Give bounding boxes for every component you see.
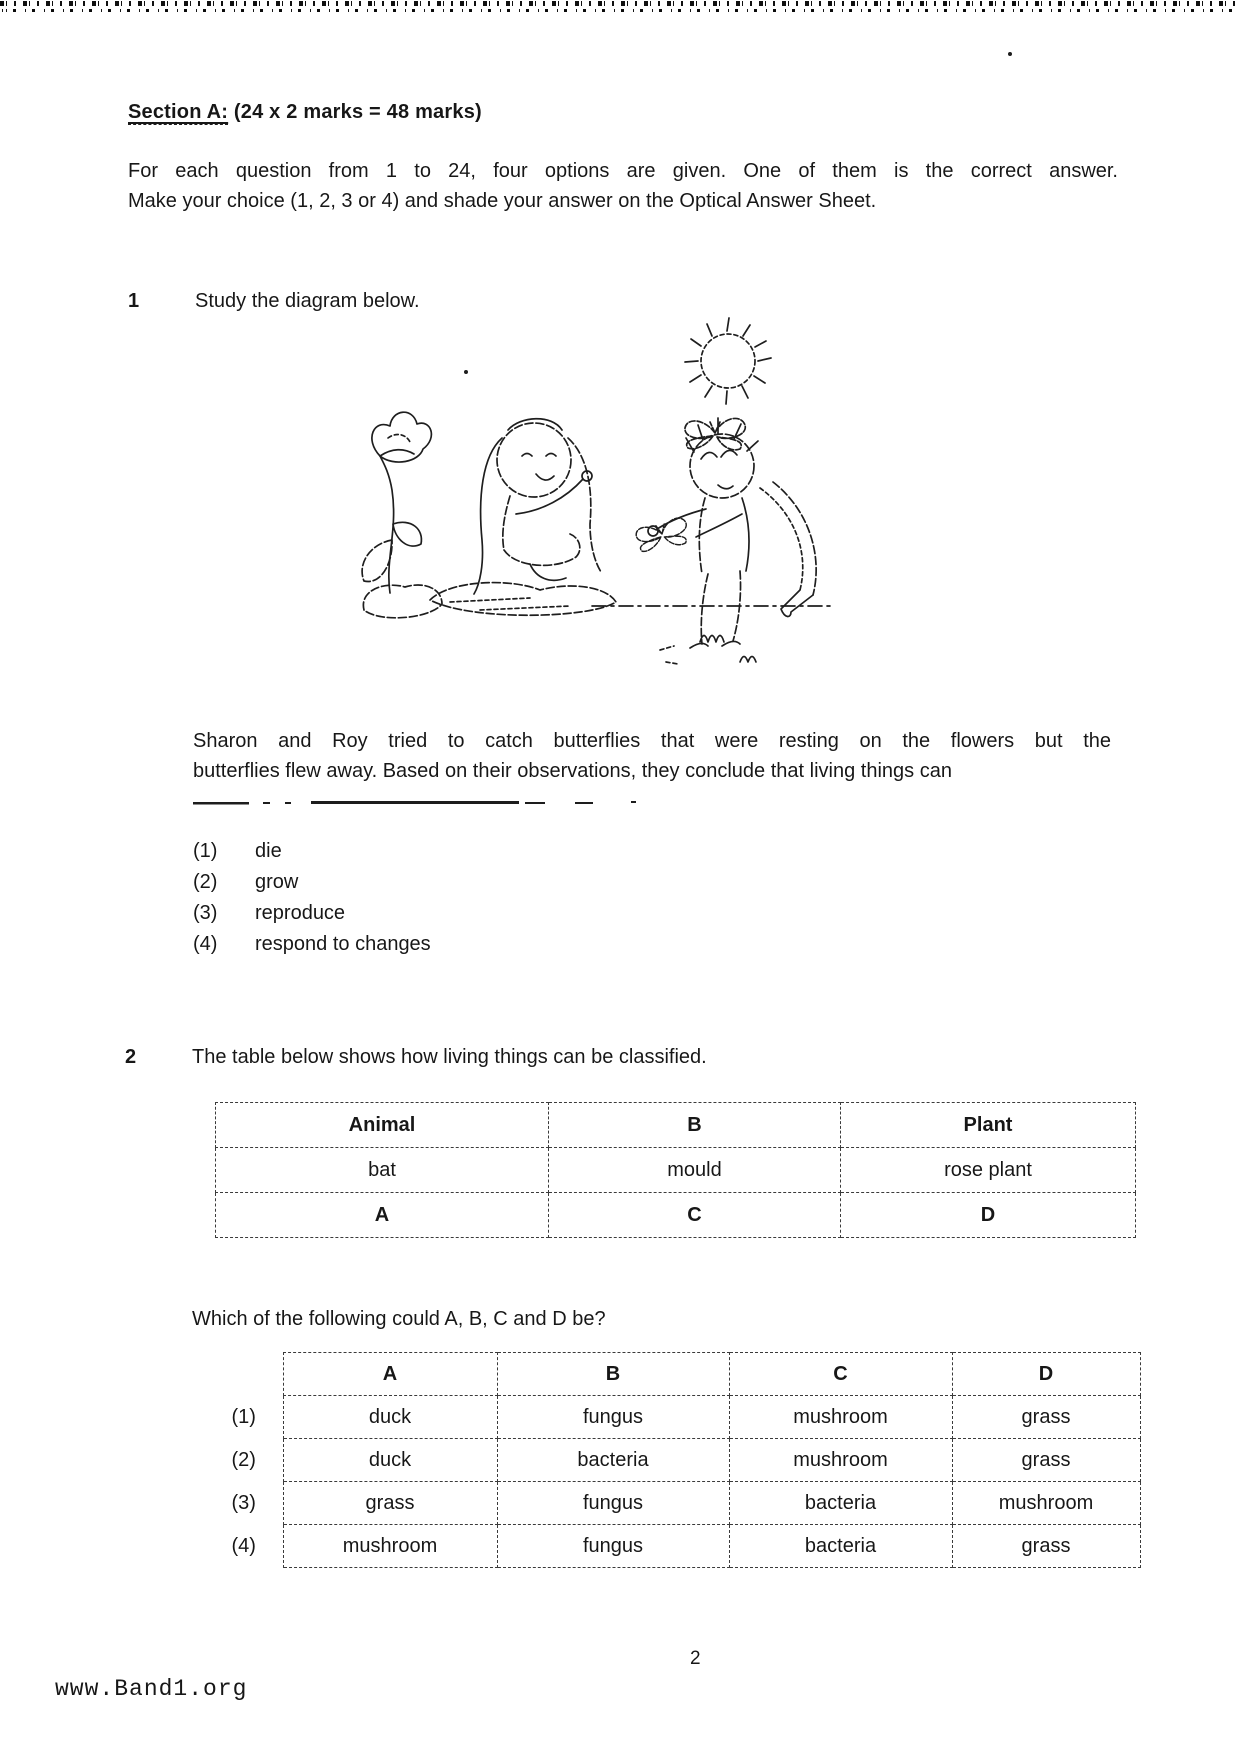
passage-line1: Sharon and Roy tried to catch butterflies that were resting on the flowers but the: [193, 730, 1111, 752]
table-row: [205, 1525, 1140, 1568]
girl-figure: [474, 419, 601, 594]
question2-subquestion: Which of the following could A, B, C and D be?: [192, 1308, 606, 1330]
row-label: (3): [205, 1482, 283, 1525]
table-cell: fungus: [497, 1396, 729, 1439]
option-label: (4): [193, 933, 218, 955]
classification-table: [215, 1102, 1136, 1238]
table-cell: mushroom: [283, 1525, 497, 1568]
table-row: [216, 1193, 1136, 1238]
table-row: [216, 1148, 1136, 1193]
table-cell: duck: [283, 1396, 497, 1439]
table-cell: fungus: [497, 1525, 729, 1568]
table-cell: fungus: [497, 1482, 729, 1525]
table-header-row: [205, 1353, 1140, 1396]
table-cell: bacteria: [729, 1482, 952, 1525]
section-marks: (24 x 2 marks = 48 marks): [233, 101, 482, 123]
table-header-cell: C: [729, 1353, 952, 1396]
row-label: (2): [205, 1439, 283, 1482]
instructions-line1: For each question from 1 to 24, four options are given. One of them is the correct answer.: [128, 160, 1118, 182]
option-text: respond to changes: [255, 933, 431, 955]
table-cell: B: [549, 1103, 841, 1148]
table-cell: mould: [549, 1148, 841, 1193]
butterfly-icon: [634, 517, 690, 554]
table-cell: mushroom: [729, 1396, 952, 1439]
question1-prompt: Study the diagram below.: [195, 290, 420, 312]
table-cell: bacteria: [729, 1525, 952, 1568]
table-row: [205, 1439, 1140, 1482]
table-cell: rose plant: [841, 1148, 1136, 1193]
watermark-url: www.Band1.org: [55, 1676, 248, 1702]
option-text: die: [255, 840, 282, 862]
option-label: (1): [193, 840, 218, 862]
option-label: (2): [193, 871, 218, 893]
scan-speck: [1008, 52, 1012, 56]
options-table: [205, 1352, 1141, 1568]
table-header-cell: B: [497, 1353, 729, 1396]
table-cell: mushroom: [729, 1439, 952, 1482]
option-row: [193, 836, 431, 867]
question1-number: 1: [128, 290, 140, 312]
table-cell: bat: [216, 1148, 549, 1193]
table-cell: D: [841, 1193, 1136, 1238]
table-cell: Animal: [216, 1103, 549, 1148]
table-cell: grass: [952, 1396, 1140, 1439]
scan-noise-band: [0, 0, 1239, 16]
table-row: [216, 1103, 1136, 1148]
row-label: (1): [205, 1396, 283, 1439]
section-heading: [128, 101, 482, 124]
option-row: [193, 929, 431, 960]
option-label: (3): [193, 902, 218, 924]
illustration-svg: [330, 288, 835, 678]
option-text: reproduce: [255, 902, 346, 924]
table-cell: A: [216, 1193, 549, 1238]
table-row: [205, 1482, 1140, 1525]
instructions-line2: Make your choice (1, 2, 3 or 4) and shade your answer on the Optical Answer Sheet.: [128, 190, 877, 212]
question1-options: [193, 836, 431, 960]
table-cell: grass: [952, 1439, 1140, 1482]
page-number: 2: [690, 1648, 701, 1669]
table-cell: duck: [283, 1439, 497, 1482]
question2-number: 2: [125, 1046, 137, 1068]
table-header-cell: D: [952, 1353, 1140, 1396]
table-cell-empty: [205, 1353, 283, 1396]
table-row: [205, 1396, 1140, 1439]
passage-line2: butterflies flew away. Based on their observations, they conclude that living things can: [193, 760, 952, 782]
question1-passage: [193, 726, 1111, 786]
sun-icon: [685, 318, 771, 404]
table-cell: Plant: [841, 1103, 1136, 1148]
question2-prompt: The table below shows how living things can be classified.: [192, 1046, 707, 1068]
section-title: Section A:: [128, 101, 229, 123]
table-cell: bacteria: [497, 1439, 729, 1482]
row-label: (4): [205, 1525, 283, 1568]
table-cell: mushroom: [952, 1482, 1140, 1525]
section-instructions: [128, 156, 1118, 216]
butterfly-scene-illustration: [330, 288, 835, 678]
option-row: [193, 867, 431, 898]
table-header-cell: A: [283, 1353, 497, 1396]
option-row: [193, 898, 431, 929]
option-text: grow: [255, 871, 299, 893]
answer-blank-line: [193, 801, 671, 805]
boy-figure: [648, 418, 816, 648]
table-cell: grass: [952, 1525, 1140, 1568]
ground-line: [363, 583, 830, 664]
table-cell: grass: [283, 1482, 497, 1525]
table-cell: C: [549, 1193, 841, 1238]
flower-icon: [362, 412, 431, 593]
